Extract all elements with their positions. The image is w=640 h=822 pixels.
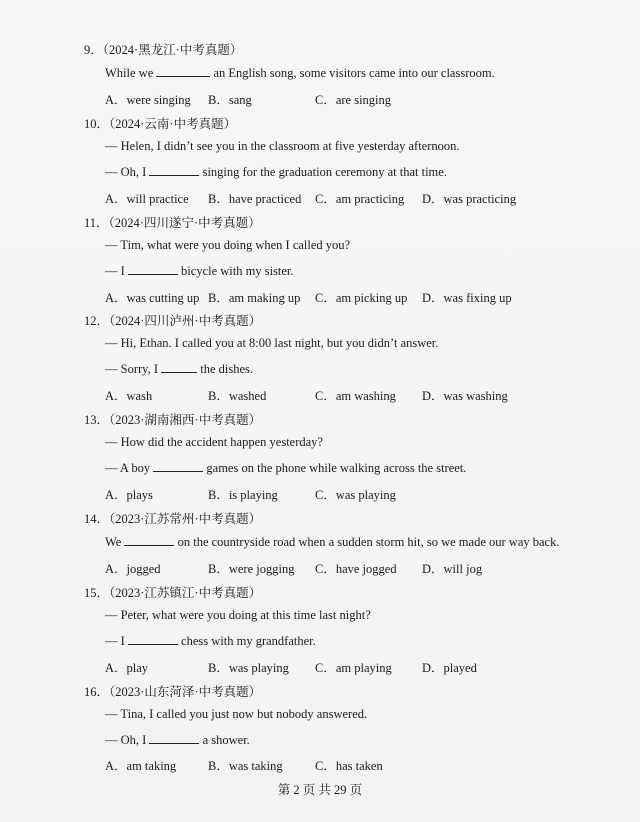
option-b: B．was taking xyxy=(208,759,283,773)
question-11-options xyxy=(105,288,575,304)
option-a: A．jogged xyxy=(105,562,161,576)
stem-text: games on the phone while walking across the street. xyxy=(203,461,467,475)
stem-text: While we xyxy=(105,66,157,80)
question-10-line-2 xyxy=(105,164,447,180)
question-12-line-1: — Hi, Ethan. I called you at 8:00 last night, but you didn’t answer. xyxy=(105,336,439,350)
stem-text: — Oh, I xyxy=(105,733,150,747)
option-a: A．was cutting up xyxy=(105,291,200,305)
page-number-footer: 第 2 页 共 29 页 xyxy=(277,783,363,797)
answer-blank xyxy=(161,361,197,373)
stem-text: — I xyxy=(105,264,128,278)
option-a: A．play xyxy=(105,661,149,675)
question-11-header: 11．（2024·四川遂宁·中考真题） xyxy=(84,216,261,230)
answer-blank xyxy=(149,164,199,176)
option-c: C．have jogged xyxy=(315,562,397,576)
option-b: B．washed xyxy=(208,389,267,403)
stem-text: an English song, some visitors came into our classroom. xyxy=(210,66,495,80)
option-b: B．is playing xyxy=(208,488,278,502)
stem-text: singing for the graduation ceremony at that time. xyxy=(199,165,447,179)
option-b: B．were jogging xyxy=(208,562,295,576)
question-9-stem xyxy=(105,65,495,81)
option-b: B．was playing xyxy=(208,661,289,675)
option-d: D．was washing xyxy=(422,389,508,403)
stem-text: — Sorry, I xyxy=(105,362,162,376)
stem-text: bicycle with my sister. xyxy=(177,264,294,278)
question-12-header: 12．（2024·四川泸州·中考真题） xyxy=(84,314,262,328)
answer-blank xyxy=(156,65,210,77)
question-9-header: 9．（2024·黑龙江·中考真题） xyxy=(84,43,243,57)
question-11-line-1: — Tim, what were you doing when I called you? xyxy=(105,238,351,252)
question-13-line-2 xyxy=(105,460,466,476)
option-b: B．sang xyxy=(208,93,252,107)
question-10-header: 10．（2024·云南·中考真题） xyxy=(84,117,237,131)
question-13-header: 13．（2023·湖南湘西·中考真题） xyxy=(84,413,262,427)
stem-text: We xyxy=(105,535,125,549)
option-c: C．am practicing xyxy=(315,192,405,206)
answer-blank xyxy=(128,263,178,275)
question-9-options xyxy=(105,90,575,106)
option-c: C．am picking up xyxy=(315,291,408,305)
question-16-header: 16．（2023·山东菏泽·中考真题） xyxy=(84,685,262,699)
question-16-line-1: — Tina, I called you just now but nobody answered. xyxy=(105,707,368,721)
question-15-header: 15．（2023·江苏镇江·中考真题） xyxy=(84,586,262,600)
option-d: D．will jog xyxy=(422,562,483,576)
answer-blank xyxy=(153,460,203,472)
question-12-line-2 xyxy=(105,361,253,377)
question-15-options xyxy=(105,658,575,674)
question-14-header: 14．（2023·江苏常州·中考真题） xyxy=(84,512,262,526)
stem-text: — A boy xyxy=(105,461,154,475)
question-14-stem xyxy=(105,534,559,550)
stem-text: chess with my grandfather. xyxy=(177,634,316,648)
option-d: D．was practicing xyxy=(422,192,517,206)
stem-text: a shower. xyxy=(199,733,250,747)
stem-text: the dishes. xyxy=(197,362,254,376)
option-c: C．am playing xyxy=(315,661,392,675)
option-a: A．were singing xyxy=(105,93,191,107)
answer-blank xyxy=(128,633,178,645)
option-a: A．plays xyxy=(105,488,153,502)
option-c: C．has taken xyxy=(315,759,383,773)
option-c: C．are singing xyxy=(315,93,392,107)
option-c: C．was playing xyxy=(315,488,396,502)
option-a: A．am taking xyxy=(105,759,177,773)
option-a: A．wash xyxy=(105,389,153,403)
question-13-line-1: — How did the accident happen yesterday? xyxy=(105,435,323,449)
question-10-line-1: — Helen, I didn’t see you in the classroom at five yesterday afternoon. xyxy=(105,139,460,153)
question-15-line-2 xyxy=(105,633,316,649)
question-14-options xyxy=(105,559,575,575)
stem-text: on the countryside road when a sudden storm hit, so we made our way back. xyxy=(174,535,560,549)
question-15-line-1: — Peter, what were you doing at this time last night? xyxy=(105,608,371,622)
option-d: D．played xyxy=(422,661,477,675)
question-11-line-2 xyxy=(105,263,294,279)
question-13-options xyxy=(105,485,575,501)
option-b: B．have practiced xyxy=(208,192,302,206)
option-a: A．will practice xyxy=(105,192,189,206)
option-b: B．am making up xyxy=(208,291,301,305)
option-d: D．was fixing up xyxy=(422,291,512,305)
question-10-options xyxy=(105,189,575,205)
answer-blank xyxy=(124,534,174,546)
question-16-options xyxy=(105,756,575,772)
question-12-options xyxy=(105,386,575,402)
question-16-line-2 xyxy=(105,732,250,748)
answer-blank xyxy=(149,732,199,744)
stem-text: — Oh, I xyxy=(105,165,150,179)
stem-text: — I xyxy=(105,634,128,648)
option-c: C．am washing xyxy=(315,389,396,403)
